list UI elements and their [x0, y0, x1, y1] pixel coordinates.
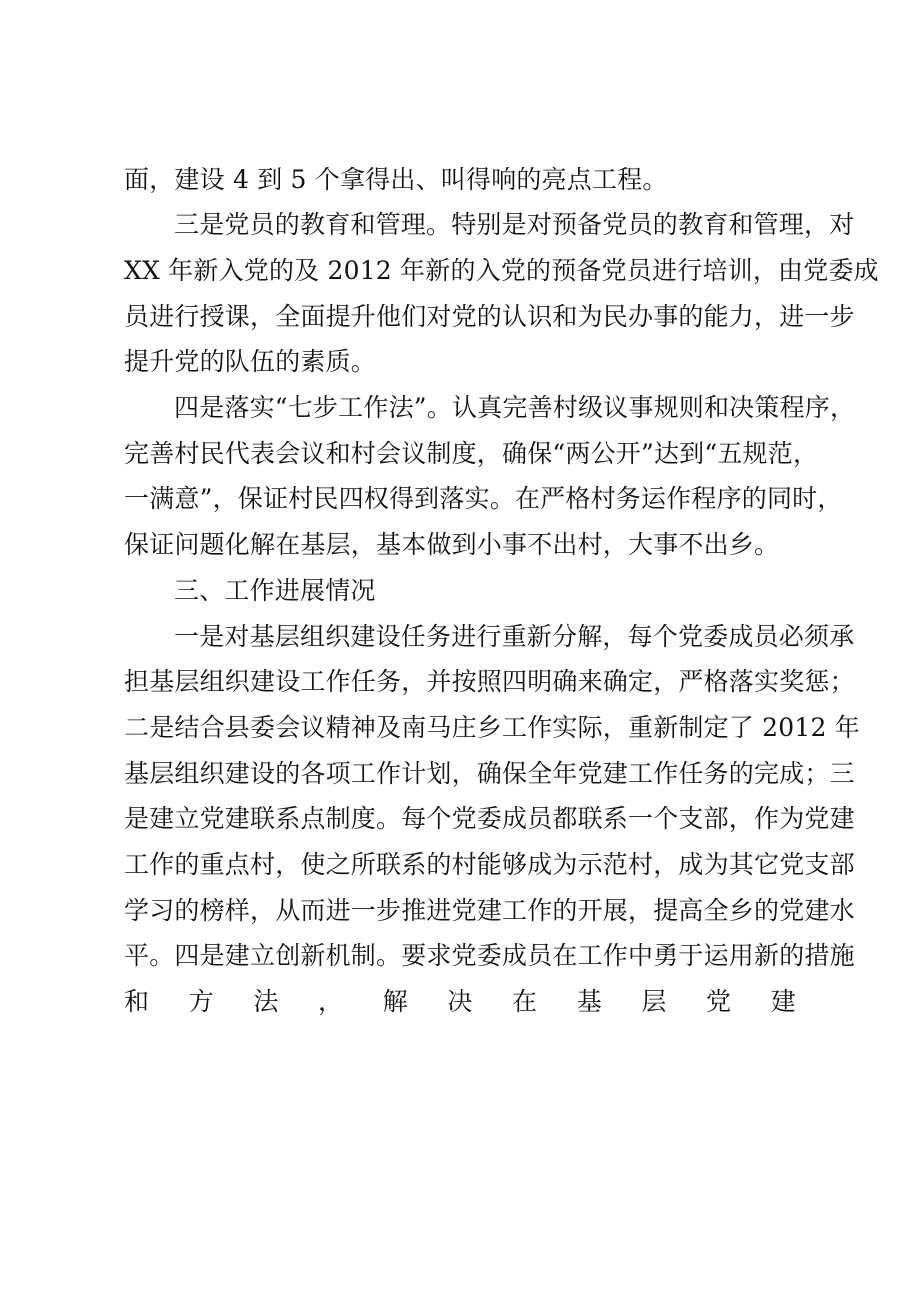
- text-line: 担基层组织建设工作任务，并按照四明确来确定，严格落实奖惩；: [124, 667, 855, 696]
- text-line: 平。四是建立创新机制。要求党委成员在工作中勇于运用新的措施: [124, 941, 855, 970]
- paragraph-start-line: 三是党员的教育和管理。特别是对预备党员的教育和管理，对: [174, 210, 855, 239]
- line-char: 法: [253, 987, 279, 1016]
- text-line: 是建立党建联系点制度。每个党委成员都联系一个支部，作为党建: [124, 804, 855, 833]
- line-char: 层: [641, 987, 667, 1016]
- line-char: 党: [706, 987, 732, 1016]
- text-line: 员进行授课，全面提升他们对党的认识和为民办事的能力，进一步: [124, 302, 855, 331]
- text-line: 基层组织建设的各项工作计划，确保全年党建工作任务的完成；三: [124, 759, 855, 788]
- paragraph-start-line: 一是对基层组织建设任务进行重新分解，每个党委成员必须承: [174, 622, 855, 651]
- line-char: 方: [188, 987, 214, 1016]
- line-char: 和: [124, 987, 150, 1016]
- text-line: 学习的榜样，从而进一步推进党建工作的开展，提高全乡的党建水: [124, 896, 855, 925]
- text-line: 二是结合县委会议精神及南马庄乡工作实际，重新制定了 2012 年: [124, 713, 860, 742]
- paragraph-start-line: 四是落实“七步工作法”。认真完善村级议事规则和决策程序，: [174, 393, 856, 422]
- text-line: XX 年新入党的及 2012 年新的入党的预备党员进行培训，由党委成: [124, 256, 879, 285]
- text-line: 提升党的队伍的素质。: [124, 347, 377, 376]
- justified-last-line: [124, 985, 796, 1019]
- line-char: 在: [512, 987, 538, 1016]
- text-line: 保证问题化解在基层，基本做到小事不出村，大事不出乡。: [124, 530, 780, 559]
- line-char: 解: [382, 987, 408, 1016]
- line-char: ，: [318, 987, 344, 1016]
- text-line: 工作的重点村，使之所联系的村能够成为示范村，成为其它党支部: [124, 850, 855, 879]
- line-char: 建: [770, 987, 796, 1016]
- text-line: 一满意”，保证村民四权得到落实。在严格村务运作程序的同时，: [124, 484, 843, 513]
- text-line: 完善村民代表会议和村会议制度，确保“两公开”达到“五规范，: [124, 439, 819, 468]
- text-line: 面，建设 4 到 5 个拿得出、叫得响的亮点工程。: [124, 165, 668, 194]
- line-char: 决: [447, 987, 473, 1016]
- section-heading: 三、工作进展情况: [174, 576, 376, 605]
- line-char: 基: [576, 987, 602, 1016]
